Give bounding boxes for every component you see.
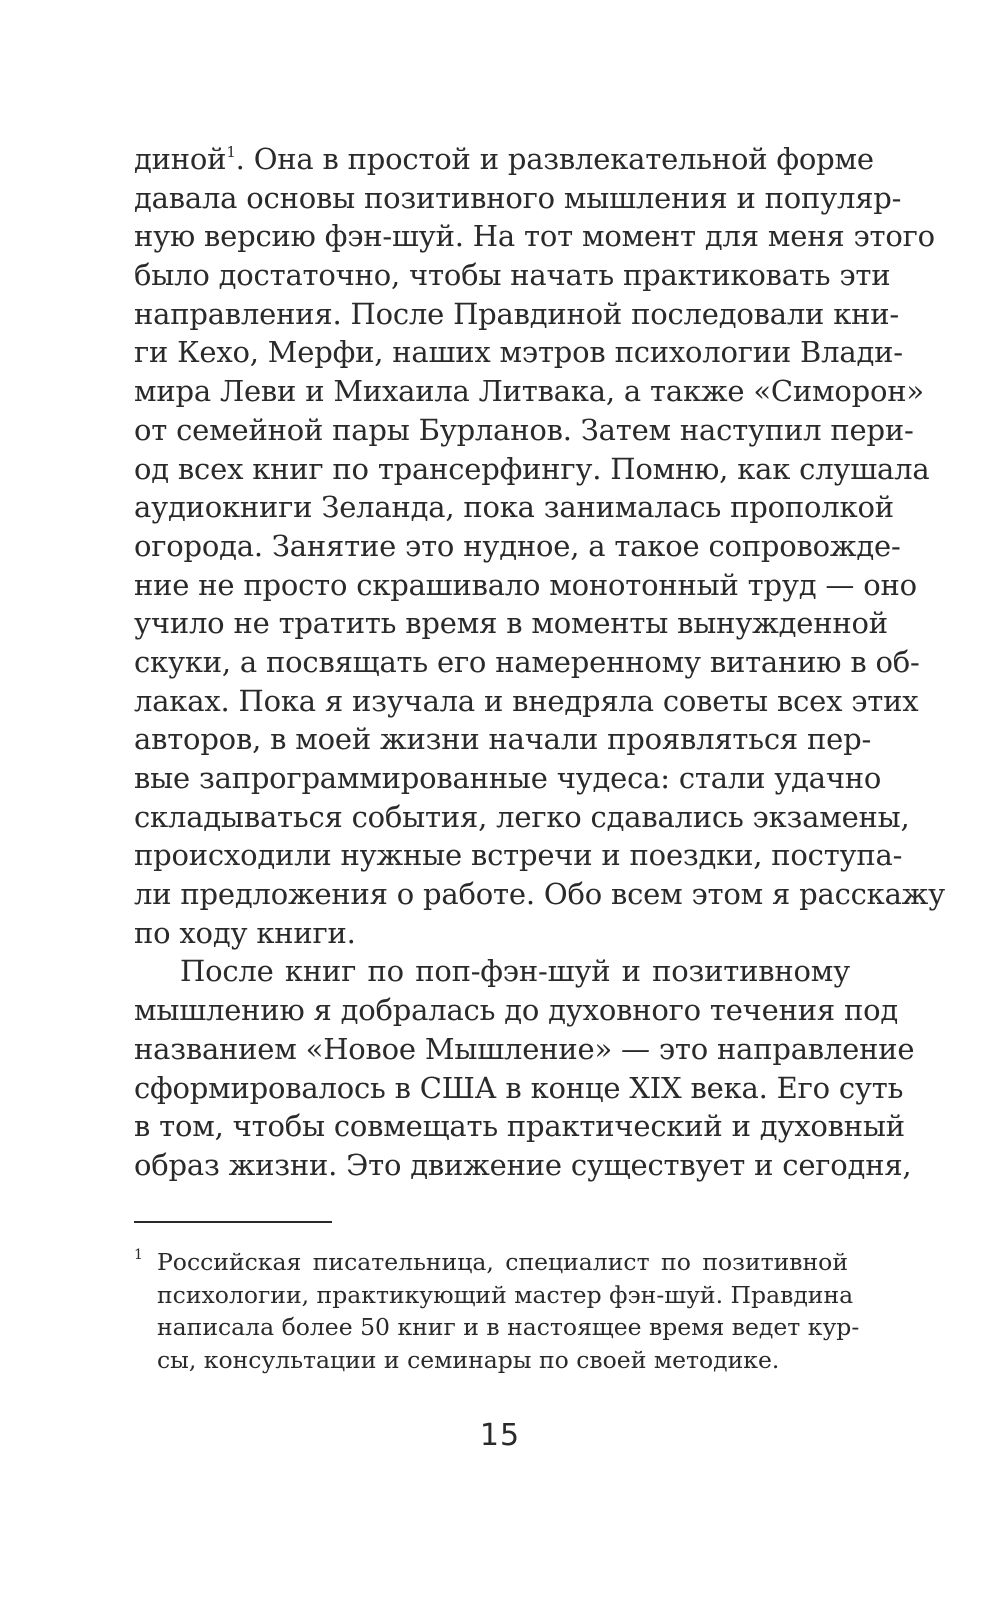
text-line: направления. После Правдиной последовали кни- [134,296,899,331]
text-line: образ жизни. Это движение существует и сегодня, [134,1147,912,1182]
footnote-reference[interactable]: 1 [226,143,236,161]
page-number: 15 [479,1418,521,1453]
text-fragment: . Она в простой и развлекательной форме [235,142,874,176]
text-line: аудиокниги Зеланда, пока занималась прополкой [134,490,894,525]
text-line: складываться события, легко сдавались экзамены, [134,799,910,834]
text-line: ли предложения о работе. Обо всем этом я расскажу [134,877,946,912]
text-line: от семейной пары Бурланов. Затем наступил пери- [134,412,914,447]
text-line: вые запрограммированные чудеса: стали удачно [134,761,882,795]
footnote-line: Российская писательница, специалист по позитивной [157,1248,848,1276]
footnote-separator [134,1221,332,1223]
text-line: огорода. Занятие это нудное, а такое сопровожде- [134,528,901,563]
text-fragment: диной [134,142,227,176]
text-line: ние не просто скрашивало монотонный труд — оно [134,567,917,602]
text-line: мира Леви и Михаила Литвака, а также «Симорон» [134,374,924,409]
footnote [134,1246,860,1376]
text-line: сформировалось в США в конце XIX века. Его суть [134,1070,904,1105]
text-line: ную версию фэн-шуй. На тот момент для меня этого [134,219,935,254]
text-line: мышлению я добралась до духовного течения под [134,993,899,1028]
text-line: од всех книг по трансерфингу. Помню, как слушала [134,451,930,486]
text-line: ги Кехо, Мерфи, наших мэтров психологии Влади- [134,335,903,370]
text-line [134,140,874,179]
footnote-line: написала более 50 книг и в настоящее время ведет кур- [157,1313,860,1341]
text-line: происходили нужные встречи и поездки, поступа- [134,838,903,873]
text-line: скуки, а посвящать его намеренному витанию в об- [134,644,920,679]
text-line: давала основы позитивного мышления и популяр- [134,180,902,215]
main-text [134,140,946,1185]
text-line: учило не тратить время в моменты вынужденной [134,606,888,641]
text-line: названием «Новое Мышление» — это направление [134,1031,915,1066]
text-line: по ходу книги. [134,915,356,950]
footnote-line: сы, консультации и семинары по своей методике. [157,1345,780,1374]
footnote-line: психологии, практикующий мастер фэн-шуй. Правдина [157,1280,854,1309]
paragraph-first-line: После книг по поп-фэн-шуй и позитивному [180,954,850,989]
text-line: авторов, в моей жизни начали проявляться пер- [134,722,872,757]
text-line: было достаточно, чтобы начать практиковать эти [134,258,891,293]
text-line: в том, чтобы совмещать практический и духовный [134,1109,905,1144]
text-line: лаках. Пока я изучала и внедряла советы всех этих [134,683,919,718]
footnote-mark: 1 [134,1247,143,1263]
